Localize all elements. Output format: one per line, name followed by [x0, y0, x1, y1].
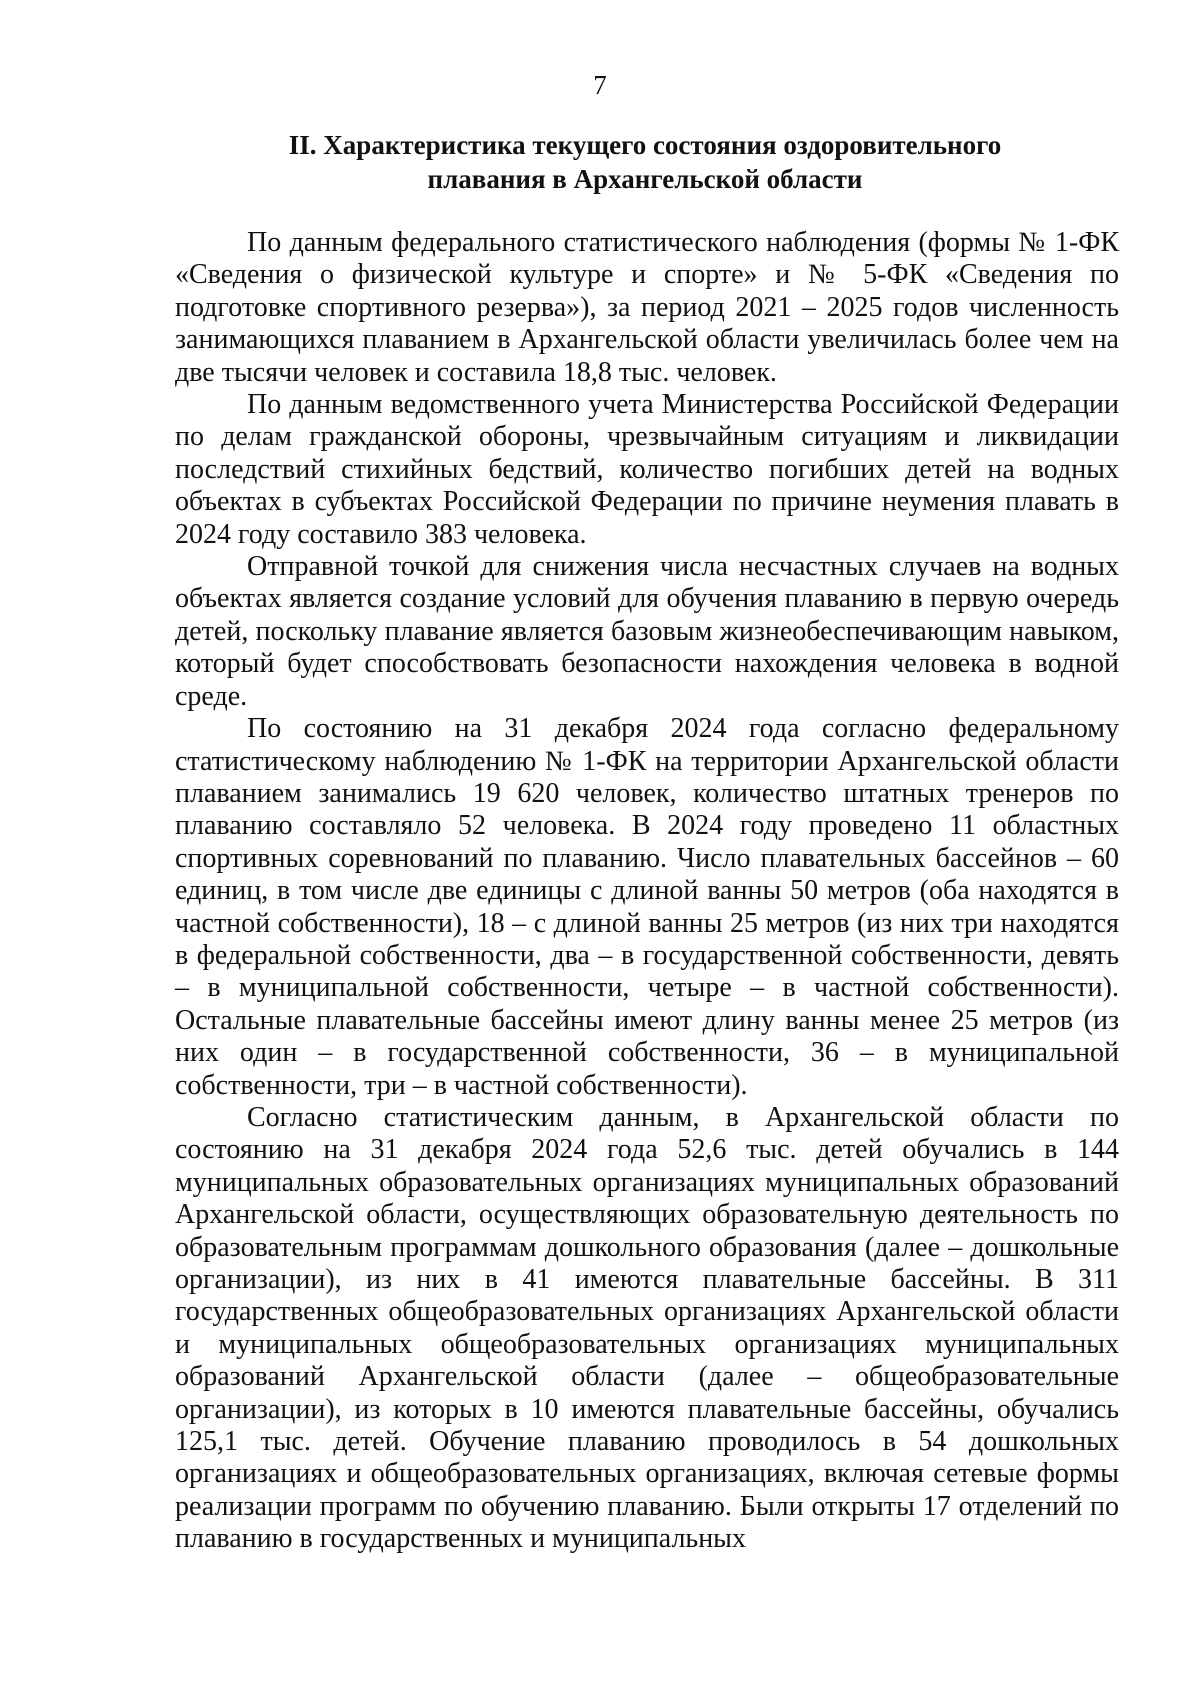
- page-number: 7: [593, 70, 607, 100]
- section-heading: [175, 128, 1115, 196]
- section-heading-line-2: плавания в Архангельской области: [427, 164, 863, 194]
- body-text: [175, 227, 1119, 1556]
- section-heading-line-1: II. Характеристика текущего состояния оздоровительного: [288, 130, 1002, 160]
- paragraph: Согласно статистическим данным, в Архангельской области по состоянию на 31 декабря 2024 года 52,6 тыс. детей обучались в 144 муниципальных образовательных организациях муниципальных образований Архангельской области, осуществляющих образовательную деятельность по образовательным программам дошкольного образования (далее – дошкольные организации), из них в 41 имеются плавательные бассейны. В 311 государственных общеобразовательных организациях Архангельской области и муниципальных общеобразовательных организациях муниципальных образований Архангельской области (далее – общеобразовательные организации), из которых в 10 имеются плавательные бассейны, обучались 125,1 тыс. детей. Обучение плаванию проводилось в 54 дошкольных организациях и общеобразовательных организациях, включая сетевые формы реализации программ по обучению плаванию. Были открыты 17 отделений по плаванию в государственных и муниципальных: [175, 1101, 1119, 1555]
- paragraph: Отправной точкой для снижения числа несчастных случаев на водных объектах является создание условий для обучения плаванию в первую очередь детей, поскольку плавание является базовым жизнеобеспечивающим навыком, который будет способствовать безопасности нахождения человека в водной среде.: [175, 551, 1119, 712]
- paragraph: По данным ведомственного учета Министерства Российской Федерации по делам гражданской обороны, чрезвычайным ситуациям и ликвидации последствий стихийных бедствий, количество погибших детей на водных объектах в субъектах Российской Федерации по причине неумения плавать в 2024 году составило 383 человека.: [175, 389, 1119, 550]
- paragraph: По состоянию на 31 декабря 2024 года согласно федеральному статистическому наблюдению № 1-ФК на территории Архангельской области плаванием занимались 19 620 человек, количество штатных тренеров по плаванию составляло 52 человека. В 2024 году проведено 11 областных спортивных соревнований по плаванию. Число плавательных бассейнов – 60 единиц, в том числе две единицы с длиной ванны 50 метров (оба находятся в частной собственности), 18 – с длиной ванны 25 метров (из них три находятся в федеральной собственности, два – в государственной собственности, девять – в муниципальной собственности, четыре – в частной собственности). Остальные плавательные бассейны имеют длину ванны менее 25 метров (из них один – в государственной собственности, 36 – в муниципальной собственности, три – в частной собственности).: [175, 713, 1119, 1101]
- paragraph: По данным федерального статистического наблюдения (формы № 1-ФК «Сведения о физической культуре и спорте» и № 5-ФК «Сведения по подготовке спортивного резерва»), за период 2021 – 2025 годов численность занимающихся плаванием в Архангельской области увеличилась более чем на две тысячи человек и составила 18,8 тыс. человек.: [175, 227, 1119, 388]
